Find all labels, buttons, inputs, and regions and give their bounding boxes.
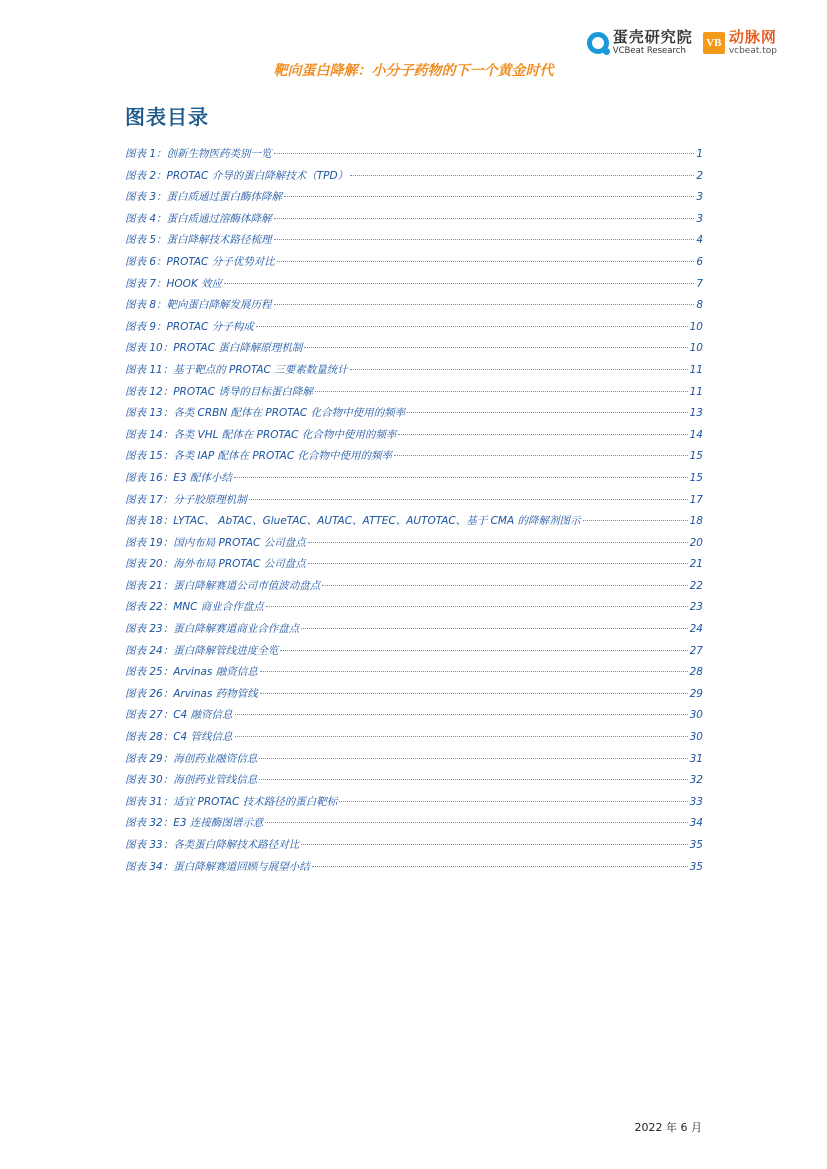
toc-entry[interactable] bbox=[125, 815, 703, 837]
toc-entry-label: 图表 25：Arvinas 融资信息 bbox=[125, 666, 258, 679]
toc-entry-label: 图表 9：PROTAC 分子构成 bbox=[125, 320, 254, 333]
toc-entry[interactable] bbox=[125, 621, 703, 643]
toc-entry[interactable] bbox=[125, 643, 703, 665]
toc-entry[interactable] bbox=[125, 319, 703, 341]
toc-dot-leader bbox=[259, 758, 687, 759]
vcbeat-research-name-en: VCBeat Research bbox=[612, 46, 686, 57]
toc-entry-page: 20 bbox=[689, 536, 703, 549]
toc-entry-label: 图表 1：创新生物医药类别一览 bbox=[125, 148, 272, 160]
toc-dot-leader bbox=[274, 153, 695, 154]
toc-entry[interactable] bbox=[125, 254, 703, 276]
toc-entry-page: 22 bbox=[689, 579, 703, 592]
vcbeat-logo-icon: VB bbox=[703, 32, 725, 54]
toc-entry[interactable] bbox=[125, 556, 703, 578]
toc-dot-leader bbox=[312, 866, 688, 867]
toc-entry-page: 30 bbox=[689, 731, 703, 744]
toc-entry-label: 图表 27：C4 融资信息 bbox=[125, 709, 233, 722]
toc-entry[interactable] bbox=[125, 772, 703, 794]
toc-entry-label: 图表 30：海创药业管线信息 bbox=[125, 774, 258, 787]
toc-entry-label: 图表 15：各类 IAP 配体在 PROTAC 化合物中使用的频率 bbox=[125, 450, 393, 463]
toc-entry-page: 1 bbox=[696, 148, 703, 160]
toc-entry-label: 图表 13：各类 CRBN 配体在 PROTAC 化合物中使用的频率 bbox=[125, 407, 406, 420]
toc-entry[interactable] bbox=[125, 362, 703, 384]
header-logos bbox=[587, 30, 777, 56]
toc-entry[interactable] bbox=[125, 492, 703, 514]
toc-entry-page: 11 bbox=[689, 363, 703, 376]
vcbeat-logo bbox=[703, 30, 777, 56]
toc-entry[interactable] bbox=[125, 599, 703, 621]
toc-entry-label: 图表 32：E3 连接酶图谱示意 bbox=[125, 817, 264, 830]
toc-dot-leader bbox=[583, 520, 688, 521]
toc-dot-leader bbox=[308, 563, 688, 564]
toc-entry-label: 图表 7：HOOK 效应 bbox=[125, 277, 223, 290]
toc-entry-label: 图表 24：蛋白降解管线进度全览 bbox=[125, 644, 279, 657]
toc-entry[interactable] bbox=[125, 859, 703, 881]
toc-entry[interactable] bbox=[125, 837, 703, 859]
toc-entry-page: 30 bbox=[689, 709, 703, 722]
report-title: 靶向蛋白降解：小分子药物的下一个黄金时代 bbox=[273, 63, 554, 79]
toc-entry[interactable] bbox=[125, 729, 703, 751]
toc-dot-leader bbox=[235, 736, 688, 737]
toc-entry[interactable] bbox=[125, 297, 703, 319]
toc-entry-label: 图表 19：国内布局 PROTAC 公司盘点 bbox=[125, 536, 306, 549]
vcbeat-research-logo-icon bbox=[587, 32, 609, 54]
toc-entry-page: 13 bbox=[689, 407, 703, 420]
toc-entry-label: 图表 34：蛋白降解赛道回顾与展望小结 bbox=[125, 860, 310, 873]
toc-dot-leader bbox=[274, 218, 695, 219]
toc-entry-page: 35 bbox=[689, 860, 703, 873]
vcbeat-name-en: vcbeat.top bbox=[728, 46, 777, 56]
toc-entry-page: 23 bbox=[689, 601, 703, 614]
toc-entry-page: 6 bbox=[696, 255, 703, 268]
toc-dot-leader bbox=[265, 822, 687, 823]
footer-date: 2022 年 6 月 bbox=[634, 1121, 702, 1134]
toc-entry[interactable] bbox=[125, 707, 703, 729]
toc-entry-page: 10 bbox=[689, 320, 703, 333]
toc-dot-leader bbox=[350, 369, 688, 370]
toc-entry-page: 35 bbox=[689, 839, 703, 851]
toc-entry[interactable] bbox=[125, 405, 703, 427]
toc-entry[interactable] bbox=[125, 578, 703, 600]
toc-entry-page: 27 bbox=[689, 644, 703, 657]
toc-entry-label: 图表 8：靶向蛋白降解发展历程 bbox=[125, 299, 272, 312]
toc-entry-label: 图表 26：Arvinas 药物管线 bbox=[125, 687, 258, 700]
toc-entry[interactable] bbox=[125, 535, 703, 557]
toc-dot-leader bbox=[260, 693, 688, 694]
toc-entry-page: 3 bbox=[696, 191, 703, 204]
toc-heading: 图表目录 bbox=[125, 105, 209, 129]
toc-entry-page: 17 bbox=[689, 493, 703, 506]
toc-dot-leader bbox=[277, 261, 695, 262]
toc-entry-page: 34 bbox=[689, 817, 703, 830]
toc-entry[interactable] bbox=[125, 751, 703, 773]
vcbeat-research-logo bbox=[587, 30, 693, 56]
toc-list bbox=[125, 146, 703, 880]
toc-entry-page: 31 bbox=[689, 752, 703, 765]
toc-entry-label: 图表 2：PROTAC 介导的蛋白降解技术（TPD） bbox=[125, 169, 349, 182]
toc-entry-page: 18 bbox=[689, 515, 703, 528]
toc-dot-leader bbox=[256, 326, 688, 327]
toc-entry[interactable] bbox=[125, 168, 703, 190]
toc-entry-label: 图表 29：海创药业融资信息 bbox=[125, 752, 258, 765]
toc-entry[interactable] bbox=[125, 146, 703, 168]
toc-entry-label: 图表 4：蛋白质通过溶酶体降解 bbox=[125, 212, 272, 225]
toc-entry-label: 图表 28：C4 管线信息 bbox=[125, 731, 233, 744]
toc-entry-label: 图表 31：适宜 PROTAC 技术路径的蛋白靶标 bbox=[125, 795, 338, 808]
toc-entry-page: 11 bbox=[689, 385, 703, 398]
toc-dot-leader bbox=[308, 542, 688, 543]
toc-entry-page: 8 bbox=[696, 299, 703, 312]
toc-entry-label: 图表 23：蛋白降解赛道商业合作盘点 bbox=[125, 623, 300, 636]
toc-entry-page: 32 bbox=[689, 774, 703, 787]
toc-dot-leader bbox=[304, 347, 687, 348]
toc-dot-leader bbox=[234, 477, 688, 478]
toc-entry-label: 图表 14：各类 VHL 配体在 PROTAC 化合物中使用的频率 bbox=[125, 428, 397, 441]
toc-entry-label: 图表 11：基于靶点的 PROTAC 三要素数量统计 bbox=[125, 363, 348, 376]
toc-entry-label: 图表 20：海外布局 PROTAC 公司盘点 bbox=[125, 558, 306, 571]
toc-dot-leader bbox=[398, 434, 687, 435]
toc-entry[interactable] bbox=[125, 513, 703, 535]
toc-dot-leader bbox=[301, 844, 687, 845]
toc-entry-label: 图表 6：PROTAC 分子优势对比 bbox=[125, 255, 275, 268]
toc-entry-label: 图表 16：E3 配体小结 bbox=[125, 471, 232, 484]
toc-dot-leader bbox=[301, 628, 687, 629]
toc-entry[interactable] bbox=[125, 448, 703, 470]
toc-dot-leader bbox=[259, 779, 687, 780]
toc-dot-leader bbox=[274, 304, 695, 305]
toc-entry-page: 28 bbox=[689, 666, 703, 679]
toc-entry[interactable] bbox=[125, 232, 703, 254]
toc-entry-label: 图表 10：PROTAC 蛋白降解原理机制 bbox=[125, 342, 303, 355]
toc-entry-label: 图表 5：蛋白降解技术路径梳理 bbox=[125, 234, 272, 247]
toc-dot-leader bbox=[280, 650, 687, 651]
toc-entry-page: 24 bbox=[689, 623, 703, 636]
toc-dot-leader bbox=[322, 585, 687, 586]
toc-entry-page: 4 bbox=[696, 234, 703, 247]
toc-entry[interactable] bbox=[125, 340, 703, 362]
toc-entry-label: 图表 18：LYTAC、 AbTAC、GlueTAC、AUTAC、ATTEC、AUTOTAC、基于 CMA 的降解剂图示 bbox=[125, 515, 581, 528]
toc-entry[interactable] bbox=[125, 794, 703, 816]
toc-entry-page: 7 bbox=[696, 277, 703, 290]
toc-entry[interactable] bbox=[125, 686, 703, 708]
toc-entry[interactable] bbox=[125, 189, 703, 211]
toc-dot-leader bbox=[274, 239, 695, 240]
toc-entry-label: 图表 33：各类蛋白降解技术路径对比 bbox=[125, 839, 300, 851]
toc-entry-page: 21 bbox=[689, 558, 703, 571]
toc-entry-label: 图表 12：PROTAC 诱导的目标蛋白降解 bbox=[125, 385, 313, 398]
toc-dot-leader bbox=[350, 175, 694, 176]
toc-dot-leader bbox=[224, 283, 694, 284]
toc-entry-page: 29 bbox=[689, 687, 703, 700]
toc-entry-page: 10 bbox=[689, 342, 703, 355]
toc-dot-leader bbox=[249, 499, 688, 500]
toc-entry-page: 3 bbox=[696, 212, 703, 225]
toc-entry[interactable] bbox=[125, 384, 703, 406]
toc-entry-page: 33 bbox=[689, 795, 703, 808]
toc-entry[interactable] bbox=[125, 427, 703, 449]
toc-dot-leader bbox=[235, 714, 688, 715]
toc-dot-leader bbox=[339, 801, 687, 802]
toc-entry-page: 14 bbox=[689, 428, 703, 441]
toc-dot-leader bbox=[284, 196, 694, 197]
toc-entry[interactable] bbox=[125, 470, 703, 492]
toc-entry-label: 图表 21：蛋白降解赛道公司市值波动盘点 bbox=[125, 579, 321, 592]
toc-entry[interactable] bbox=[125, 664, 703, 686]
toc-dot-leader bbox=[260, 671, 688, 672]
toc-entry[interactable] bbox=[125, 276, 703, 298]
toc-dot-leader bbox=[394, 455, 688, 456]
toc-entry-label: 图表 22：MNC 商业合作盘点 bbox=[125, 601, 264, 614]
toc-entry-page: 15 bbox=[689, 450, 703, 463]
vcbeat-name-cn: 动脉网 bbox=[728, 28, 777, 46]
toc-dot-leader bbox=[315, 391, 688, 392]
toc-entry-page: 2 bbox=[696, 169, 703, 182]
toc-dot-leader bbox=[407, 412, 688, 413]
vcbeat-research-name-cn: 蛋壳研究院 bbox=[612, 28, 693, 47]
toc-entry-label: 图表 3：蛋白质通过蛋白酶体降解 bbox=[125, 191, 283, 204]
toc-entry[interactable] bbox=[125, 211, 703, 233]
toc-dot-leader bbox=[266, 606, 688, 607]
toc-entry-label: 图表 17：分子胶原理机制 bbox=[125, 493, 247, 506]
toc-entry-page: 15 bbox=[689, 471, 703, 484]
